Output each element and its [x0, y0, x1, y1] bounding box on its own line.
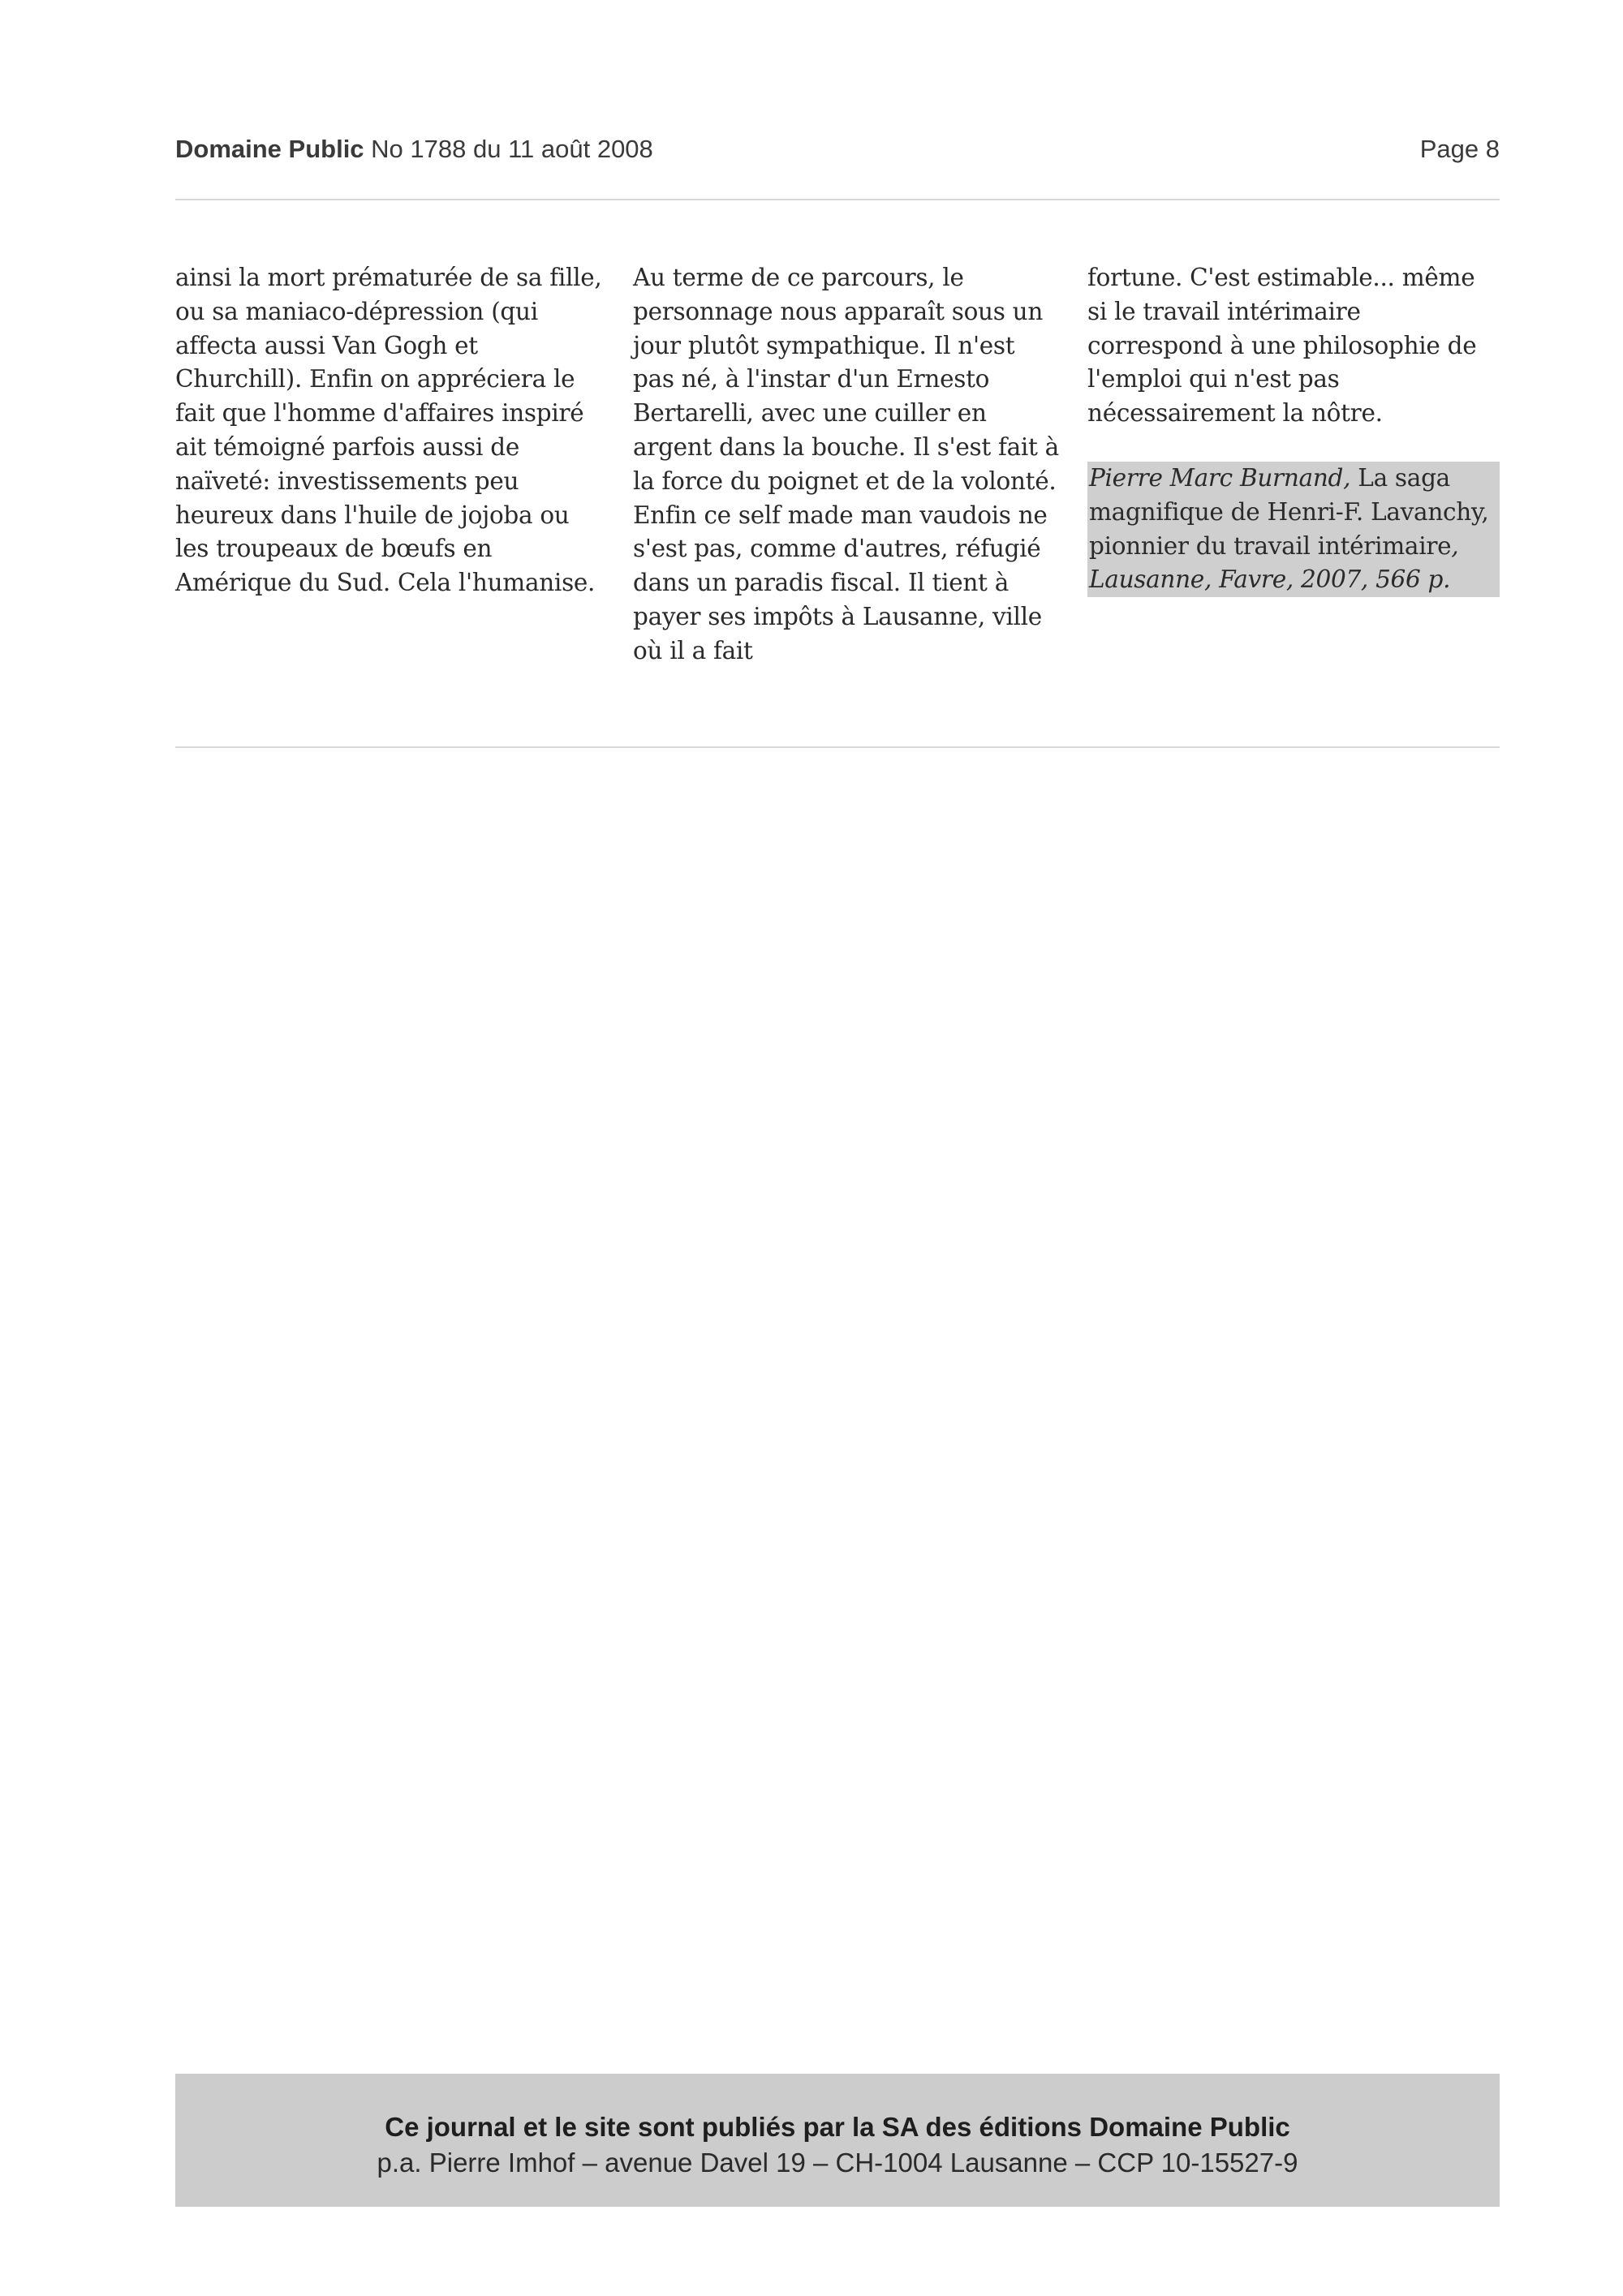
- header-divider: [175, 199, 1500, 200]
- footer-publisher-line: Ce journal et le site sont publiés par la SA des éditions Domaine Public: [385, 2112, 1290, 2142]
- reference-title: La saga magnifique de Henri-F. Lavanchy, pionnier du travail intérimaire: [1089, 463, 1489, 560]
- article-column-2: [633, 261, 1060, 669]
- reference-publication-info: , Lausanne, Favre, 2007, 566 p.: [1089, 531, 1459, 594]
- page-header: [175, 135, 1500, 170]
- publisher-footer: [175, 2074, 1500, 2207]
- column-3-text: fortune. C'est estimable... même si le travail intérimaire correspond à une philosophie de l'emploi qui n'est pas nécessairement la nôtre.: [1087, 264, 1477, 428]
- footer-address-line: p.a. Pierre Imhof – avenue Davel 19 – CH-1004 Lausanne – CCP 10-15527-9: [377, 2148, 1298, 2178]
- column-2-text: Au terme de ce parcours, le personnage nous apparaît sous un jour plutôt sympathique. Il n'est pas né, à l'instar d'un Ernesto Bertarelli, avec une cuiller en argent dans la bouche. Il s'est fait à la force du poignet et de la volonté. Enfin ce self made man vaudois ne s'est pas, comme d'autres, réfugié dans un paradis fiscal. Il tient à payer ses impôts à Lausanne, ville où il a fait: [633, 264, 1059, 664]
- column-1-text: ainsi la mort prématurée de sa fille, ou sa maniaco-dépression (qui affecta aussi Van Gogh et Churchill). Enfin on appréciera le fait que l'homme d'affaires inspiré ait témoigné parfois aussi de naïveté: investissements peu heureux dans l'huile de jojoba ou les troupeaux de bœufs en Amérique du Sud. Cela l'humanise.: [175, 264, 602, 597]
- reference-author: Pierre Marc Burnand: [1089, 463, 1344, 492]
- book-reference-box: [1087, 462, 1500, 597]
- article-end-divider: [175, 746, 1500, 748]
- publication-name: Domaine Public: [175, 135, 364, 163]
- article-column-3: [1087, 261, 1500, 597]
- page-number: Page 8: [1419, 135, 1500, 163]
- reference-separator: ,: [1343, 463, 1358, 492]
- issue-info: No 1788 du 11 août 2008: [371, 135, 653, 163]
- article-column-1: [175, 261, 602, 600]
